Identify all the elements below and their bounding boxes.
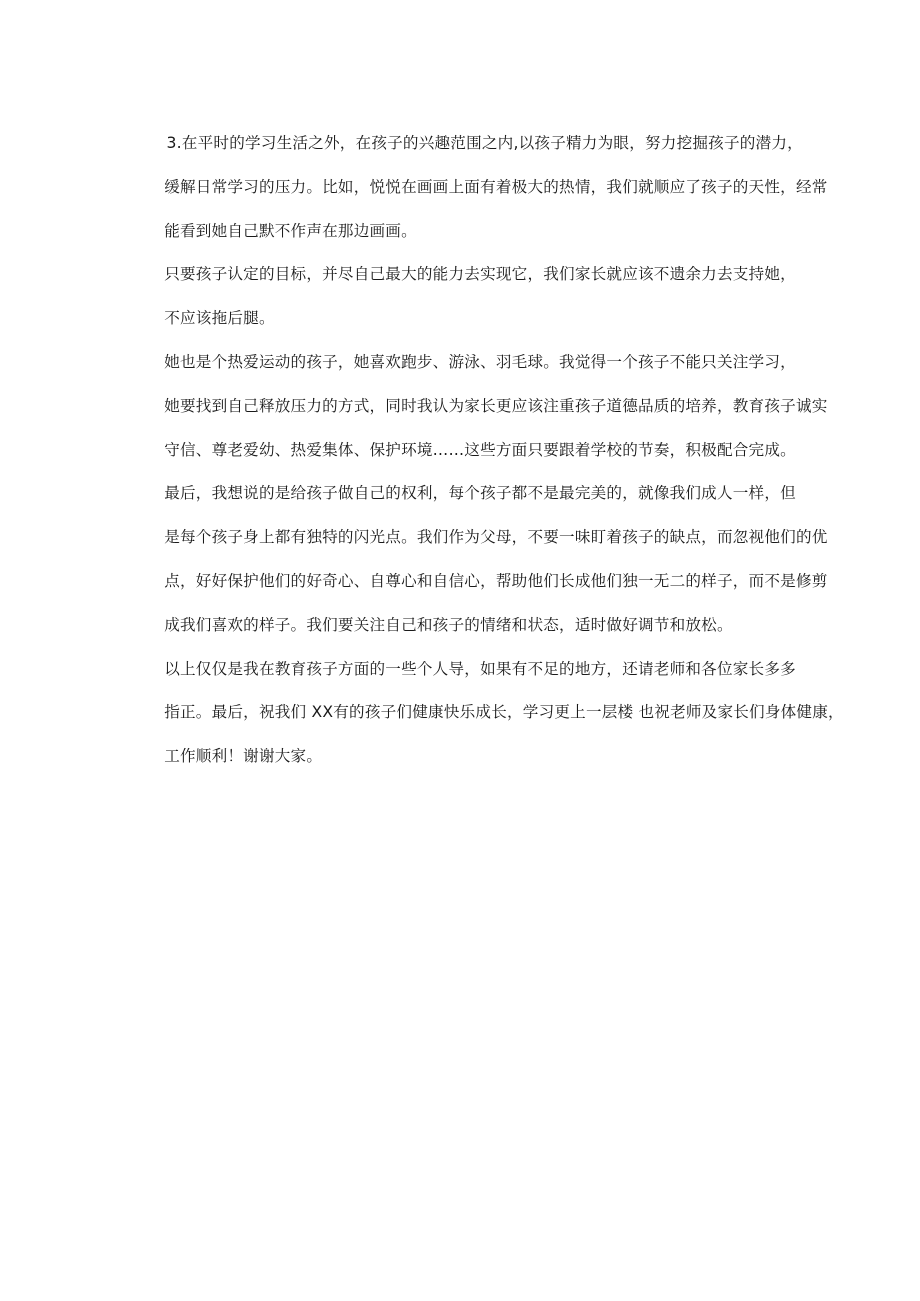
paragraph-line: 她也是个热爱运动的孩子，她喜欢跑步、游泳、羽毛球。我觉得一个孩子不能只关注学习，: [164, 352, 796, 371]
paragraph-line: 只要孩子认定的目标，并尽自己最大的能力去实现它，我们家长就应该不遗余力去支持她，: [164, 265, 796, 284]
paragraph-line: 缓解日常学习的压力。比如，悦悦在画画上面有着极大的热情，我们就顺应了孩子的天性，经常: [164, 177, 828, 196]
paragraph-line: 点，好好保护他们的好奇心、自尊心和自信心，帮助他们长成他们独一无二的样子，而不是修剪: [164, 571, 828, 590]
paragraph-line: 守信、尊老爱幼、热爱集体、保护环境……这些方面只要跟着学校的节奏，积极配合完成。: [164, 440, 796, 459]
paragraph-line: 工作顺利！谢谢大家。: [164, 747, 323, 766]
paragraph-line: 以上仅仅是我在教育孩子方面的一些个人导，如果有不足的地方，还请老师和各位家长多多: [164, 659, 796, 678]
paragraph-line: 她要找到自己释放压力的方式，同时我认为家长更应该注重孩子道德品质的培养，教育孩子诚实: [164, 396, 828, 415]
paragraph-interest-development: [133, 122, 828, 253]
document-body: [133, 122, 844, 779]
paragraph-line: 成我们喜欢的样子。我们要关注自己和孩子的情绪和状态，适时做好调节和放松。: [164, 615, 733, 634]
paragraph-line: 3.在平时的学习生活之外，在孩子的兴趣范围之内,以孩子精力为眼，努力挖掘孩子的潜力，: [166, 134, 803, 152]
paragraph-sports-and-morals: [133, 341, 828, 472]
paragraph-line: 不应该拖后腿。: [164, 309, 275, 328]
paragraph-line: 能看到她自己默不作声在那边画画。: [164, 221, 417, 240]
paragraph-support-goals: [133, 253, 803, 341]
paragraph-line: 最后，我想说的是给孩子做自己的权利，每个孩子都不是最完美的，就像我们成人一样，但: [164, 484, 796, 503]
paragraph-line: 是每个孩子身上都有独特的闪光点。我们作为父母，不要一味盯着孩子的缺点，而忽视他们的优: [164, 528, 828, 547]
paragraph-be-yourself: [133, 472, 828, 647]
paragraph-line: 指正。最后，祝我们 XX有的孩子们健康快乐成长，学习更上一层楼 也祝老师及家长们身体健康，: [164, 703, 844, 722]
paragraph-closing-remarks: [133, 648, 844, 779]
